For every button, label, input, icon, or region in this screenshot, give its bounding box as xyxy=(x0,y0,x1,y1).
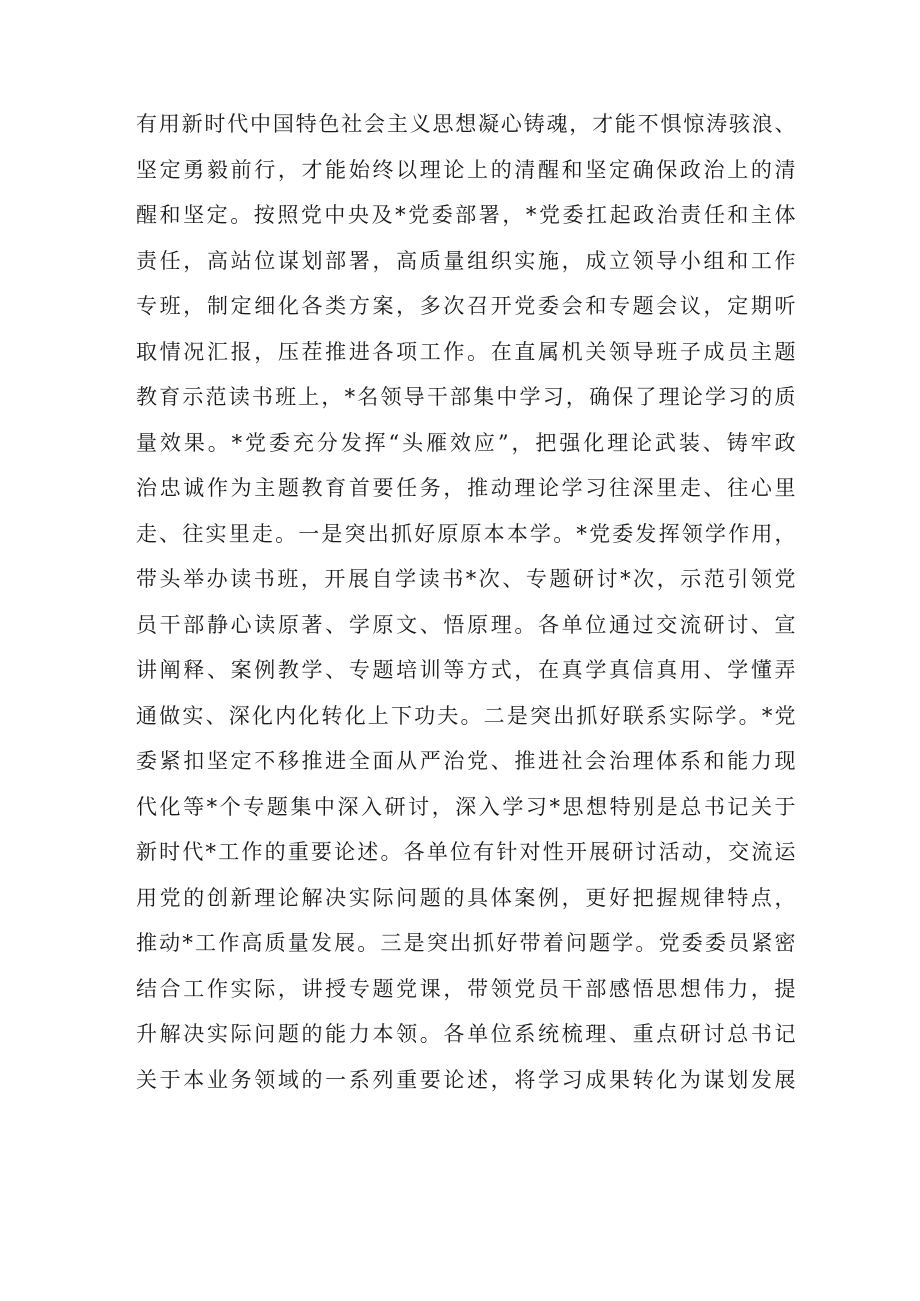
paragraph-line: 有用新时代中国特色社会主义思想凝心铸魂，才能不惧惊涛骇浪、 xyxy=(136,112,796,136)
paragraph-line: 新时代*工作的重要论述。各单位有针对性开展研讨活动，交流运 xyxy=(136,840,796,864)
paragraph-line: 推动*工作高质量发展。三是突出抓好带着问题学。党委委员紧密 xyxy=(136,931,796,955)
paragraph-line: 升解决实际问题的能力本领。各单位系统梳理、重点研讨总书记 xyxy=(136,1022,796,1046)
paragraph-line: 员干部静心读原著、学原文、悟原理。各单位通过交流研讨、宣 xyxy=(136,612,796,637)
paragraph-line: 用党的创新理论解决实际问题的具体案例，更好把握规律特点， xyxy=(136,885,796,910)
paragraph-line: 通做实、深化内化转化上下功夫。二是突出抓好联系实际学。*党 xyxy=(136,703,796,728)
paragraph-line: 治忠诚作为主题教育首要任务，推动理论学习往深里走、往心里 xyxy=(136,476,796,500)
paragraph-line: 委紧扣坚定不移推进全面从严治党、推进社会治理体系和能力现 xyxy=(136,749,796,773)
paragraph-line: 专班，制定细化各类方案，多次召开党委会和专题会议，定期听 xyxy=(136,294,796,318)
paragraph-line: 坚定勇毅前行，才能始终以理论上的清醒和坚定确保政治上的清 xyxy=(136,157,796,182)
paragraph-line: 取情况汇报，压茬推进各项工作。在直属机关领导班子成员主题 xyxy=(136,339,796,364)
paragraph-line: 责任，高站位谋划部署，高质量组织实施，成立领导小组和工作 xyxy=(136,248,796,273)
paragraph-line: 结合工作实际，讲授专题党课，带领党员干部感悟思想伟力，提 xyxy=(136,976,796,1001)
body-paragraph xyxy=(136,102,796,1103)
paragraph-line: 教育示范读书班上，*名领导干部集中学习，确保了理论学习的质 xyxy=(136,385,796,409)
paragraph-line: 量效果。*党委充分发挥“头雁效应”，把强化理论武装、铸牢政 xyxy=(136,430,796,455)
paragraph-line: 走、往实里走。一是突出抓好原原本本学。*党委发挥领学作用， xyxy=(136,521,796,546)
paragraph-line: 讲阐释、案例教学、专题培训等方式，在真学真信真用、学懂弄 xyxy=(136,658,796,682)
paragraph-line: 关于本业务领域的一系列重要论述，将学习成果转化为谋划发展 xyxy=(136,1067,796,1092)
paragraph-line: 代化等*个专题集中深入研讨，深入学习*思想特别是总书记关于 xyxy=(136,794,796,819)
paragraph-line: 醒和坚定。按照党中央及*党委部署，*党委扛起政治责任和主体 xyxy=(136,203,796,227)
paragraph-line: 带头举办读书班，开展自学读书*次、专题研讨*次，示范引领党 xyxy=(136,567,796,591)
